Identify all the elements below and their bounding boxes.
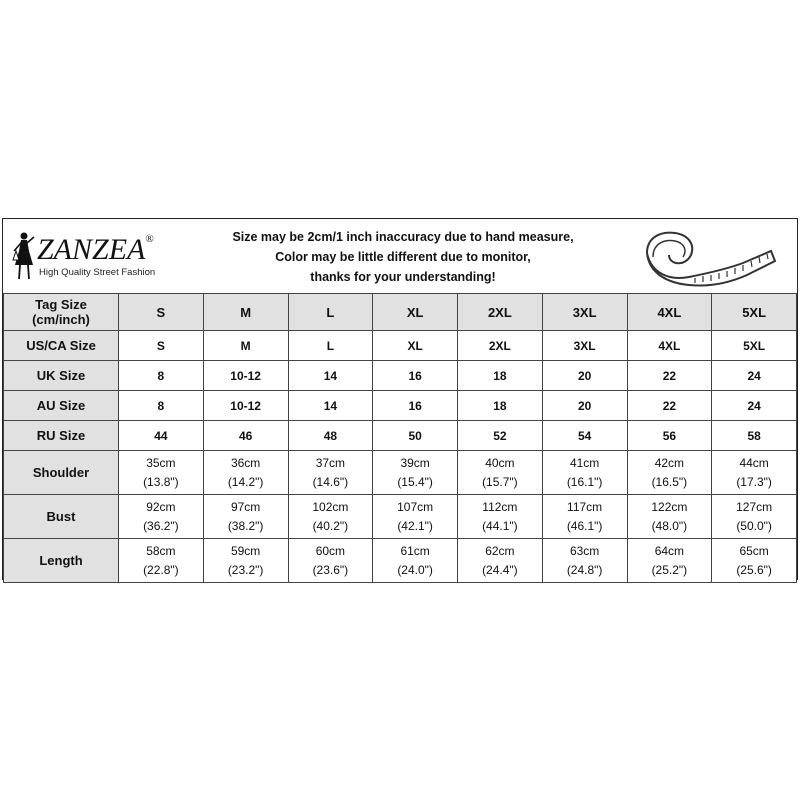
table-cell xyxy=(288,451,373,495)
table-cell xyxy=(373,539,458,583)
table-cell xyxy=(458,539,543,583)
inch-value: (25.6") xyxy=(736,562,772,577)
cm-value: 44cm xyxy=(739,455,769,470)
inch-value: (17.3") xyxy=(736,474,772,489)
size-table xyxy=(3,293,797,583)
cm-value: 37cm xyxy=(315,455,346,470)
table-row-length xyxy=(4,539,797,583)
row-header-uk: UK Size xyxy=(4,361,119,391)
inch-value: (14.6") xyxy=(312,474,349,489)
table-cell xyxy=(712,495,797,539)
row-header-length: Length xyxy=(4,539,119,583)
size-chart xyxy=(2,218,798,580)
table-row-shoulder xyxy=(4,451,797,495)
table-cell: XL xyxy=(373,331,458,361)
table-row-au xyxy=(4,391,797,421)
table-cell: 50 xyxy=(373,421,458,451)
table-row-uk xyxy=(4,361,797,391)
row-header-au: AU Size xyxy=(4,391,119,421)
table-cell xyxy=(373,451,458,495)
inch-value: (40.2") xyxy=(312,518,349,533)
table-cell xyxy=(627,539,712,583)
table-cell xyxy=(542,539,627,583)
table-cell: 2XL xyxy=(458,331,543,361)
inch-value: (15.7") xyxy=(482,474,518,489)
table-cell xyxy=(373,495,458,539)
inch-value: (16.5") xyxy=(651,474,688,489)
table-cell: 54 xyxy=(542,421,627,451)
table-cell: 10-12 xyxy=(203,361,288,391)
cm-value: 102cm xyxy=(312,499,349,514)
inch-value: (22.8") xyxy=(143,562,179,577)
cm-value: 61cm xyxy=(400,543,430,558)
table-cell: 52 xyxy=(458,421,543,451)
table-cell: 56 xyxy=(627,421,712,451)
brand-name-text: ZANZEA xyxy=(37,233,146,266)
cm-value: 112cm xyxy=(482,499,518,514)
inch-value: (24.4") xyxy=(482,562,518,577)
table-cell: 8 xyxy=(119,361,204,391)
table-cell xyxy=(203,451,288,495)
cm-value: 35cm xyxy=(146,455,176,470)
inch-value: (23.2") xyxy=(227,562,264,577)
table-cell xyxy=(288,539,373,583)
table-cell xyxy=(119,539,204,583)
notice-line-3: thanks for your understanding! xyxy=(310,270,496,284)
table-cell xyxy=(542,495,627,539)
table-cell: 3XL xyxy=(542,294,627,331)
cm-value: 36cm xyxy=(230,455,261,470)
measurement-notice xyxy=(213,227,593,287)
inch-value: (46.1") xyxy=(566,518,603,533)
tag-size-unit: (cm/inch) xyxy=(32,312,90,327)
cm-value: 63cm xyxy=(569,543,600,558)
row-header-bust: Bust xyxy=(4,495,119,539)
table-cell: M xyxy=(203,331,288,361)
cm-value: 59cm xyxy=(230,543,261,558)
table-cell xyxy=(119,451,204,495)
table-cell: 5XL xyxy=(712,331,797,361)
table-cell: 4XL xyxy=(627,331,712,361)
inch-value: (16.1") xyxy=(566,474,603,489)
table-cell: XL xyxy=(373,294,458,331)
table-cell: 24 xyxy=(712,361,797,391)
measuring-tape-icon xyxy=(639,223,779,287)
table-cell: 2XL xyxy=(458,294,543,331)
cm-value: 122cm xyxy=(651,499,688,514)
table-cell xyxy=(627,495,712,539)
table-cell: 4XL xyxy=(627,294,712,331)
row-header-ru: RU Size xyxy=(4,421,119,451)
table-cell: 24 xyxy=(712,391,797,421)
cm-value: 64cm xyxy=(654,543,685,558)
cm-value: 39cm xyxy=(400,455,430,470)
table-cell: 14 xyxy=(288,361,373,391)
inch-value: (14.2") xyxy=(227,474,264,489)
brand-tagline: High Quality Street Fashion xyxy=(39,267,156,278)
table-cell: 16 xyxy=(373,391,458,421)
table-cell: 58 xyxy=(712,421,797,451)
table-cell xyxy=(458,451,543,495)
inch-value: (24.8") xyxy=(566,562,603,577)
table-cell xyxy=(458,495,543,539)
table-cell: 20 xyxy=(542,361,627,391)
table-cell: 22 xyxy=(627,391,712,421)
table-cell xyxy=(627,451,712,495)
table-cell: 20 xyxy=(542,391,627,421)
cm-value: 65cm xyxy=(739,543,769,558)
inch-value: (23.6") xyxy=(312,562,349,577)
table-cell xyxy=(203,539,288,583)
notice-line-1: Size may be 2cm/1 inch inaccuracy due to hand measure, xyxy=(232,230,574,244)
cm-value: 40cm xyxy=(485,455,515,470)
cm-value: 92cm xyxy=(146,499,176,514)
brand-logo xyxy=(7,229,207,285)
table-row-tag-size xyxy=(4,294,797,331)
inch-value: (13.8") xyxy=(143,474,179,489)
table-cell: 16 xyxy=(373,361,458,391)
table-cell: L xyxy=(288,331,373,361)
inch-value: (15.4") xyxy=(397,474,433,489)
cm-value: 97cm xyxy=(230,499,261,514)
table-cell: 3XL xyxy=(542,331,627,361)
inch-value: (50.0") xyxy=(736,518,772,533)
table-cell: 48 xyxy=(288,421,373,451)
row-header-us-ca: US/CA Size xyxy=(4,331,119,361)
table-cell: 46 xyxy=(203,421,288,451)
table-cell: 18 xyxy=(458,391,543,421)
table-cell: S xyxy=(119,294,204,331)
brand-name xyxy=(37,233,154,267)
chart-header xyxy=(3,219,797,294)
table-cell xyxy=(712,451,797,495)
inch-value: (36.2") xyxy=(143,518,179,533)
row-header-shoulder: Shoulder xyxy=(4,451,119,495)
table-cell: 18 xyxy=(458,361,543,391)
cm-value: 62cm xyxy=(485,543,515,558)
table-row-ru xyxy=(4,421,797,451)
table-cell xyxy=(712,539,797,583)
table-cell: 14 xyxy=(288,391,373,421)
table-cell xyxy=(542,451,627,495)
table-cell: M xyxy=(203,294,288,331)
inch-value: (42.1") xyxy=(397,518,433,533)
inch-value: (48.0") xyxy=(651,518,688,533)
cm-value: 42cm xyxy=(654,455,685,470)
row-header-tag-size xyxy=(4,294,119,331)
cm-value: 60cm xyxy=(315,543,346,558)
cm-value: 117cm xyxy=(567,499,603,514)
table-cell: 22 xyxy=(627,361,712,391)
inch-value: (38.2") xyxy=(227,518,264,533)
inch-value: (44.1") xyxy=(482,518,518,533)
cm-value: 107cm xyxy=(397,499,434,514)
table-cell: 8 xyxy=(119,391,204,421)
tag-size-label: Tag Size xyxy=(35,297,87,312)
table-row-us-ca xyxy=(4,331,797,361)
table-cell: 10-12 xyxy=(203,391,288,421)
woman-silhouette-icon xyxy=(11,231,37,281)
table-cell: L xyxy=(288,294,373,331)
table-cell: 44 xyxy=(119,421,204,451)
registered-mark: ® xyxy=(145,233,154,245)
table-cell xyxy=(203,495,288,539)
table-cell: 5XL xyxy=(712,294,797,331)
inch-value: (25.2") xyxy=(651,562,688,577)
cm-value: 41cm xyxy=(569,455,600,470)
notice-line-2: Color may be little different due to monitor, xyxy=(275,250,531,264)
table-cell: S xyxy=(119,331,204,361)
table-row-bust xyxy=(4,495,797,539)
table-cell xyxy=(288,495,373,539)
cm-value: 127cm xyxy=(736,499,773,514)
cm-value: 58cm xyxy=(146,543,176,558)
inch-value: (24.0") xyxy=(397,562,433,577)
table-cell xyxy=(119,495,204,539)
